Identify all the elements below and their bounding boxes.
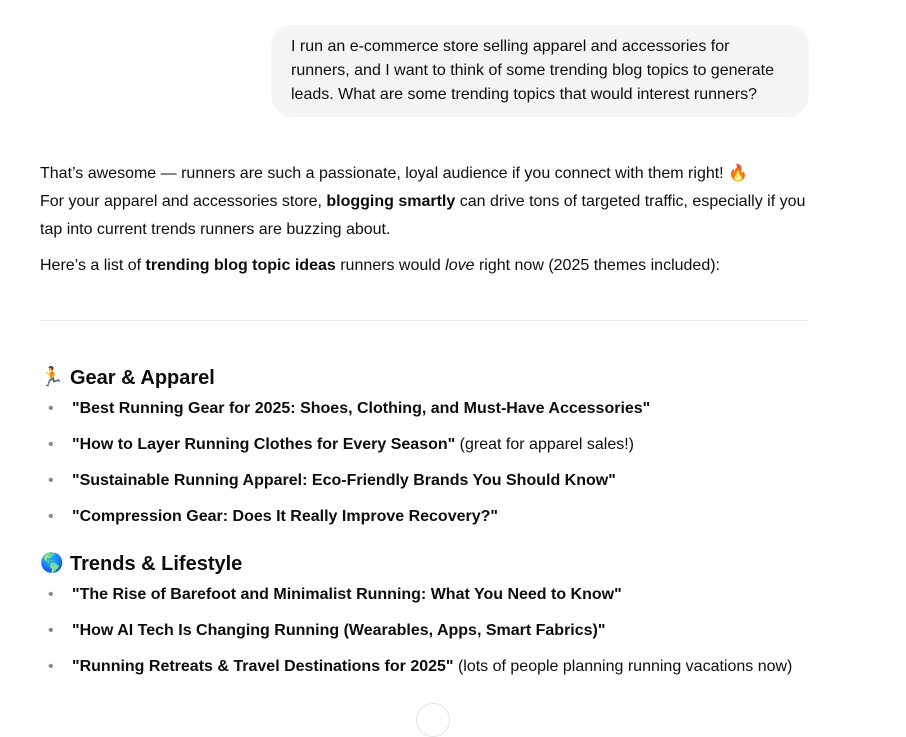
- list-item: [40, 433, 810, 457]
- list-item: [40, 583, 810, 607]
- topic-title: "How AI Tech Is Changing Running (Wearables, Apps, Smart Fabrics)": [72, 622, 606, 639]
- topic-title: "Compression Gear: Does It Really Improve Recovery?": [72, 508, 498, 525]
- section-trends-lifestyle: [40, 549, 810, 679]
- bullet-icon: •: [48, 586, 54, 603]
- topic-list: [40, 583, 810, 679]
- section-heading: [40, 363, 810, 393]
- bullet-icon: •: [48, 436, 54, 453]
- intro-line2-pre: For your apparel and accessories store,: [40, 193, 327, 210]
- list-intro-pre: Here’s a list of: [40, 257, 146, 274]
- bullet-icon: •: [48, 658, 54, 675]
- topic-title: "The Rise of Barefoot and Minimalist Running: What You Need to Know": [72, 586, 622, 603]
- list-item: [40, 655, 810, 679]
- topic-title: "How to Layer Running Clothes for Every Season": [72, 436, 456, 453]
- bullet-icon: •: [48, 400, 54, 417]
- assistant-message: [40, 160, 810, 691]
- user-message-text: I run an e-commerce store selling apparel and accessories for runners, and I want to think of some trending blog topics to generate leads. What are some trending topics that would interest runners?: [291, 38, 774, 103]
- globe-icon: 🌎: [40, 553, 64, 574]
- list-item: [40, 619, 810, 643]
- intro-line2-post: can drive tons of targeted traffic, especially if you tap into current trends runners are buzzing about.: [40, 193, 806, 238]
- topic-list: [40, 397, 810, 529]
- list-intro-mid: runners would: [335, 257, 446, 274]
- list-intro-post: right now (2025 themes included):: [474, 257, 720, 274]
- section-heading: [40, 549, 810, 579]
- section-title: Trends & Lifestyle: [70, 553, 243, 575]
- list-intro-italic: love: [445, 257, 475, 274]
- list-intro-bold: trending blog topic ideas: [145, 257, 336, 274]
- scroll-down-button[interactable]: [416, 703, 450, 737]
- section-title: Gear & Apparel: [70, 367, 215, 389]
- list-item: [40, 505, 810, 529]
- intro-line1: That’s awesome — runners are such a passionate, loyal audience if you connect with them right!: [40, 165, 724, 182]
- topic-title: "Running Retreats & Travel Destinations for 2025": [72, 658, 454, 675]
- list-item: [40, 469, 810, 493]
- topic-note: (great for apparel sales!): [455, 436, 634, 453]
- topic-note: (lots of people planning running vacations now): [453, 658, 793, 675]
- list-item: [40, 397, 810, 421]
- topic-title: "Sustainable Running Apparel: Eco-Friendly Brands You Should Know": [72, 472, 616, 489]
- assistant-intro-paragraph: [40, 160, 810, 244]
- bullet-icon: •: [48, 508, 54, 525]
- topic-title: "Best Running Gear for 2025: Shoes, Clothing, and Must-Have Accessories": [72, 400, 651, 417]
- section-gear-apparel: [40, 363, 810, 529]
- runner-icon: 🏃: [40, 367, 64, 388]
- user-message-bubble: [271, 25, 809, 117]
- list-intro-paragraph: [40, 252, 810, 280]
- bullet-icon: •: [48, 622, 54, 639]
- bullet-icon: •: [48, 472, 54, 489]
- intro-line2-bold: blogging smartly: [326, 193, 456, 210]
- fire-icon: 🔥: [728, 165, 748, 182]
- section-divider: [40, 320, 808, 321]
